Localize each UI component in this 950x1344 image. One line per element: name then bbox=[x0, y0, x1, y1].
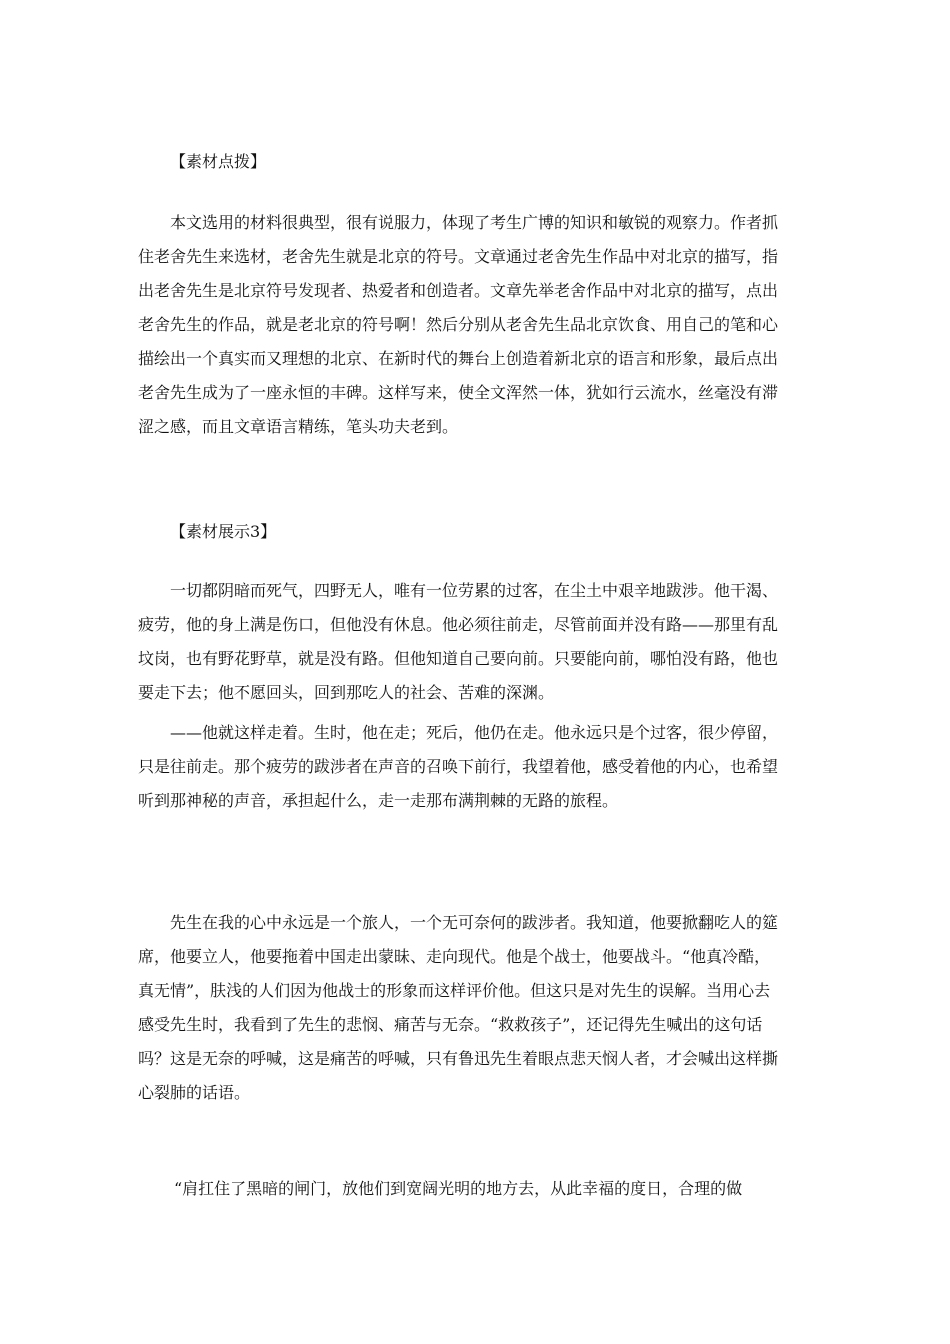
paragraph-line: 只是往前走。那个疲劳的跋涉者在声音的召唤下前行，我望着他，感受着他的内心，也希望 bbox=[138, 757, 779, 776]
paragraph-line: 先生在我的心中永远是一个旅人，一个无可奈何的跋涉者。我知道，他要掀翻吃人的筵 bbox=[170, 913, 779, 932]
section-heading-material-display-3: 【素材展示3】 bbox=[170, 522, 277, 541]
paragraph-line: 本文选用的材料很典型，很有说服力，体现了考生广博的知识和敏锐的观察力。作者抓 bbox=[170, 213, 779, 232]
paragraph-line: 住老舍先生来选材，老舍先生就是北京的符号。文章通过老舍先生作品中对北京的描写，指 bbox=[138, 247, 779, 266]
paragraph-line: 吗？这是无奈的呼喊，这是痛苦的呼喊，只有鲁迅先生着眼点悲天悯人者，才会喊出这样撕 bbox=[138, 1049, 779, 1068]
paragraph-line: 感受先生时，我看到了先生的悲悯、痛苦与无奈。“救救孩子”，还记得先生喊出的这句话 bbox=[138, 1015, 763, 1034]
paragraph-line: 涩之感，而且文章语言精练，笔头功夫老到。 bbox=[138, 417, 459, 436]
paragraph-line: 疲劳，他的身上满是伤口，但他没有休息。他必须往前走，尽管前面并没有路——那里有乱 bbox=[138, 615, 779, 634]
paragraph-line: 心裂肺的话语。 bbox=[138, 1083, 251, 1102]
paragraph-line: 老舍先生成为了一座永恒的丰碑。这样写来，使全文浑然一体，犹如行云流水，丝毫没有滞 bbox=[138, 383, 779, 402]
paragraph-line: 一切都阴暗而死气，四野无人，唯有一位劳累的过客，在尘土中艰辛地跋涉。他干渴、 bbox=[170, 581, 779, 600]
paragraph-walking bbox=[138, 716, 818, 818]
paragraph-line: 描绘出一个真实而又理想的北京、在新时代的舞台上创造着新北京的语言和形象，最后点出 bbox=[138, 349, 779, 368]
paragraph-quote bbox=[138, 1172, 818, 1206]
paragraph-mr-lu-xun bbox=[138, 906, 818, 1110]
paragraph-material-guide bbox=[138, 206, 818, 444]
paragraph-line: 要走下去；他不愿回头，回到那吃人的社会、苦难的深渊。 bbox=[138, 683, 555, 702]
paragraph-line: ——他就这样走着。生时，他在走；死后，他仍在走。他永远只是个过客，很少停留， bbox=[170, 723, 779, 742]
paragraph-line: 真无情”，肤浅的人们因为他战士的形象而这样评价他。但这只是对先生的误解。当用心去 bbox=[138, 981, 771, 1000]
paragraph-line: 席，他要立人，他要拖着中国走出蒙昧、走向现代。他是个战士，他要战斗。“他真冷酷， bbox=[138, 947, 771, 966]
paragraph-line: 听到那神秘的声音，承担起什么，走一走那布满荆棘的无路的旅程。 bbox=[138, 791, 619, 810]
paragraph-line: 老舍先生的作品，就是老北京的符号啊！然后分别从老舍先生品北京饮食、用自己的笔和心 bbox=[138, 315, 779, 334]
paragraph-line: 坟岗，也有野花野草，就是没有路。但他知道自己要向前。只要能向前，哪怕没有路，他也 bbox=[138, 649, 779, 668]
paragraph-line: 出老舍先生是北京符号发现者、热爱者和创造者。文章先举老舍作品中对北京的描写，点出 bbox=[138, 281, 779, 300]
paragraph-traveler bbox=[138, 574, 818, 710]
paragraph-line: “肩扛住了黑暗的闸门，放他们到宽阔光明的地方去，从此幸福的度日，合理的做 bbox=[174, 1179, 743, 1198]
section-heading-material-guide: 【素材点拨】 bbox=[170, 152, 267, 171]
